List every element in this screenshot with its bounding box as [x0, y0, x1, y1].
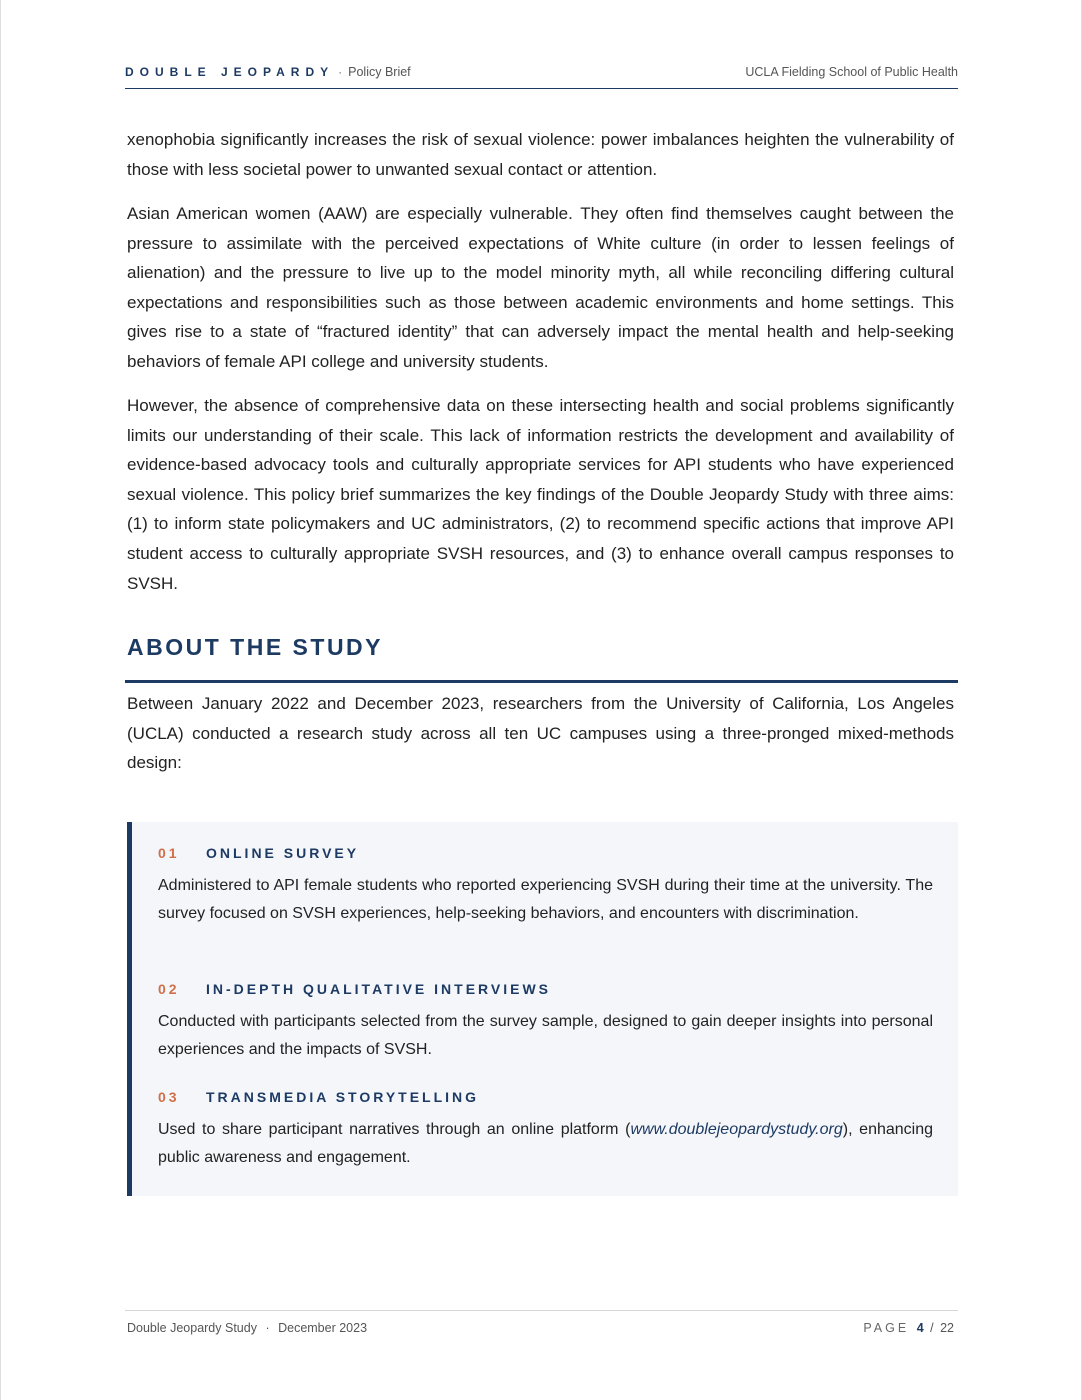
section-intro: Between January 2022 and December 2023, researchers from the University of California, Los Angeles (UCLA) conducted a research study across all ten UC campuses using a three-pronged mixed-methods design: — [127, 694, 954, 773]
page-footer — [127, 1319, 954, 1337]
method-heading — [158, 843, 933, 863]
header-separator: · — [338, 65, 343, 79]
method-number: 01 — [158, 845, 180, 861]
page-number — [863, 1321, 954, 1335]
footer-separator: · — [265, 1321, 270, 1335]
footer-study-name: Double Jeopardy Study — [127, 1321, 257, 1335]
method-description: Conducted with participants selected from the survey sample, designed to gain deeper insights into personal experiences and the impacts of SVSH. — [158, 1013, 933, 1058]
footer-date: December 2023 — [278, 1321, 368, 1335]
method-number: 03 — [158, 1089, 180, 1105]
method-title: TRANSMEDIA STORYTELLING — [206, 1089, 480, 1105]
footer-left — [127, 1321, 367, 1335]
callout-accent-bar — [127, 822, 132, 1196]
method-heading — [158, 979, 933, 999]
section-divider — [125, 680, 958, 683]
method-item-transmedia-storytelling — [158, 1087, 933, 1172]
footer-divider — [125, 1310, 958, 1311]
method-number: 02 — [158, 981, 180, 997]
body-paragraph-2: Asian American women (AAW) are especially vulnerable. They often find themselves caught between the pressure to assimilate with the perceived expectations of White culture (in order to lessen feelings of alienation) and the pressure to live up to the model minority myth, all while reconciling differing cultural expectations and responsibilities such as those between academic environments and home settings. This gives rise to a state of “fractured identity” that can adversely impact the mental health and help-seeking behaviors of female API college and university students. — [127, 204, 954, 371]
page-edge-left — [0, 0, 1, 1400]
page-header — [125, 62, 958, 82]
method-title: IN-DEPTH QUALITATIVE INTERVIEWS — [206, 981, 552, 997]
brand-title: DOUBLE JEOPARDY — [125, 65, 335, 79]
page-label: PAGE — [863, 1321, 910, 1335]
methods-callout — [127, 822, 958, 1196]
method-item-qualitative-interviews — [158, 979, 933, 1064]
method-description: Administered to API female students who reported experiencing SVSH during their time at the university. The survey focused on SVSH experiences, help-seeking behaviors, and encounters with discrimination. — [158, 877, 933, 922]
method-title: ONLINE SURVEY — [206, 845, 360, 861]
header-subtitle: Policy Brief — [348, 65, 411, 79]
study-website-link[interactable]: www.doublejeopardystudy.org — [630, 1121, 843, 1138]
method-item-online-survey — [158, 843, 933, 928]
method-heading — [158, 1087, 933, 1107]
header-divider — [125, 88, 958, 89]
method-description-after: ), enhancing public awareness and engagement. — [158, 1121, 934, 1166]
header-institution: UCLA Fielding School of Public Health — [745, 65, 958, 79]
page-total: 22 — [940, 1321, 954, 1335]
body-paragraph-3: However, the absence of comprehensive data on these intersecting health and social problems significantly limits our understanding of their scale. This lack of information restricts the development and availability of evidence-based advocacy tools and culturally appropriate services for API students who have experienced sexual violence. This policy brief summarizes the key findings of the Double Jeopardy Study with three aims: (1) to inform state policymakers and UC administrators, (2) to recommend specific actions that improve API student access to culturally appropriate SVSH resources, and (3) to enhance overall campus responses to SVSH. — [127, 396, 954, 593]
page-separator: / — [930, 1321, 934, 1335]
body-paragraph-1: xenophobia significantly increases the risk of sexual violence: power imbalances heighten the vulnerability of those with less societal power to unwanted sexual contact or attention. — [127, 130, 954, 179]
header-left — [125, 65, 411, 79]
method-description-before: Used to share participant narratives through an online platform ( — [158, 1121, 631, 1138]
method-description — [158, 1116, 933, 1172]
page-current: 4 — [916, 1321, 924, 1335]
section-title: ABOUT THE STUDY — [127, 634, 383, 660]
